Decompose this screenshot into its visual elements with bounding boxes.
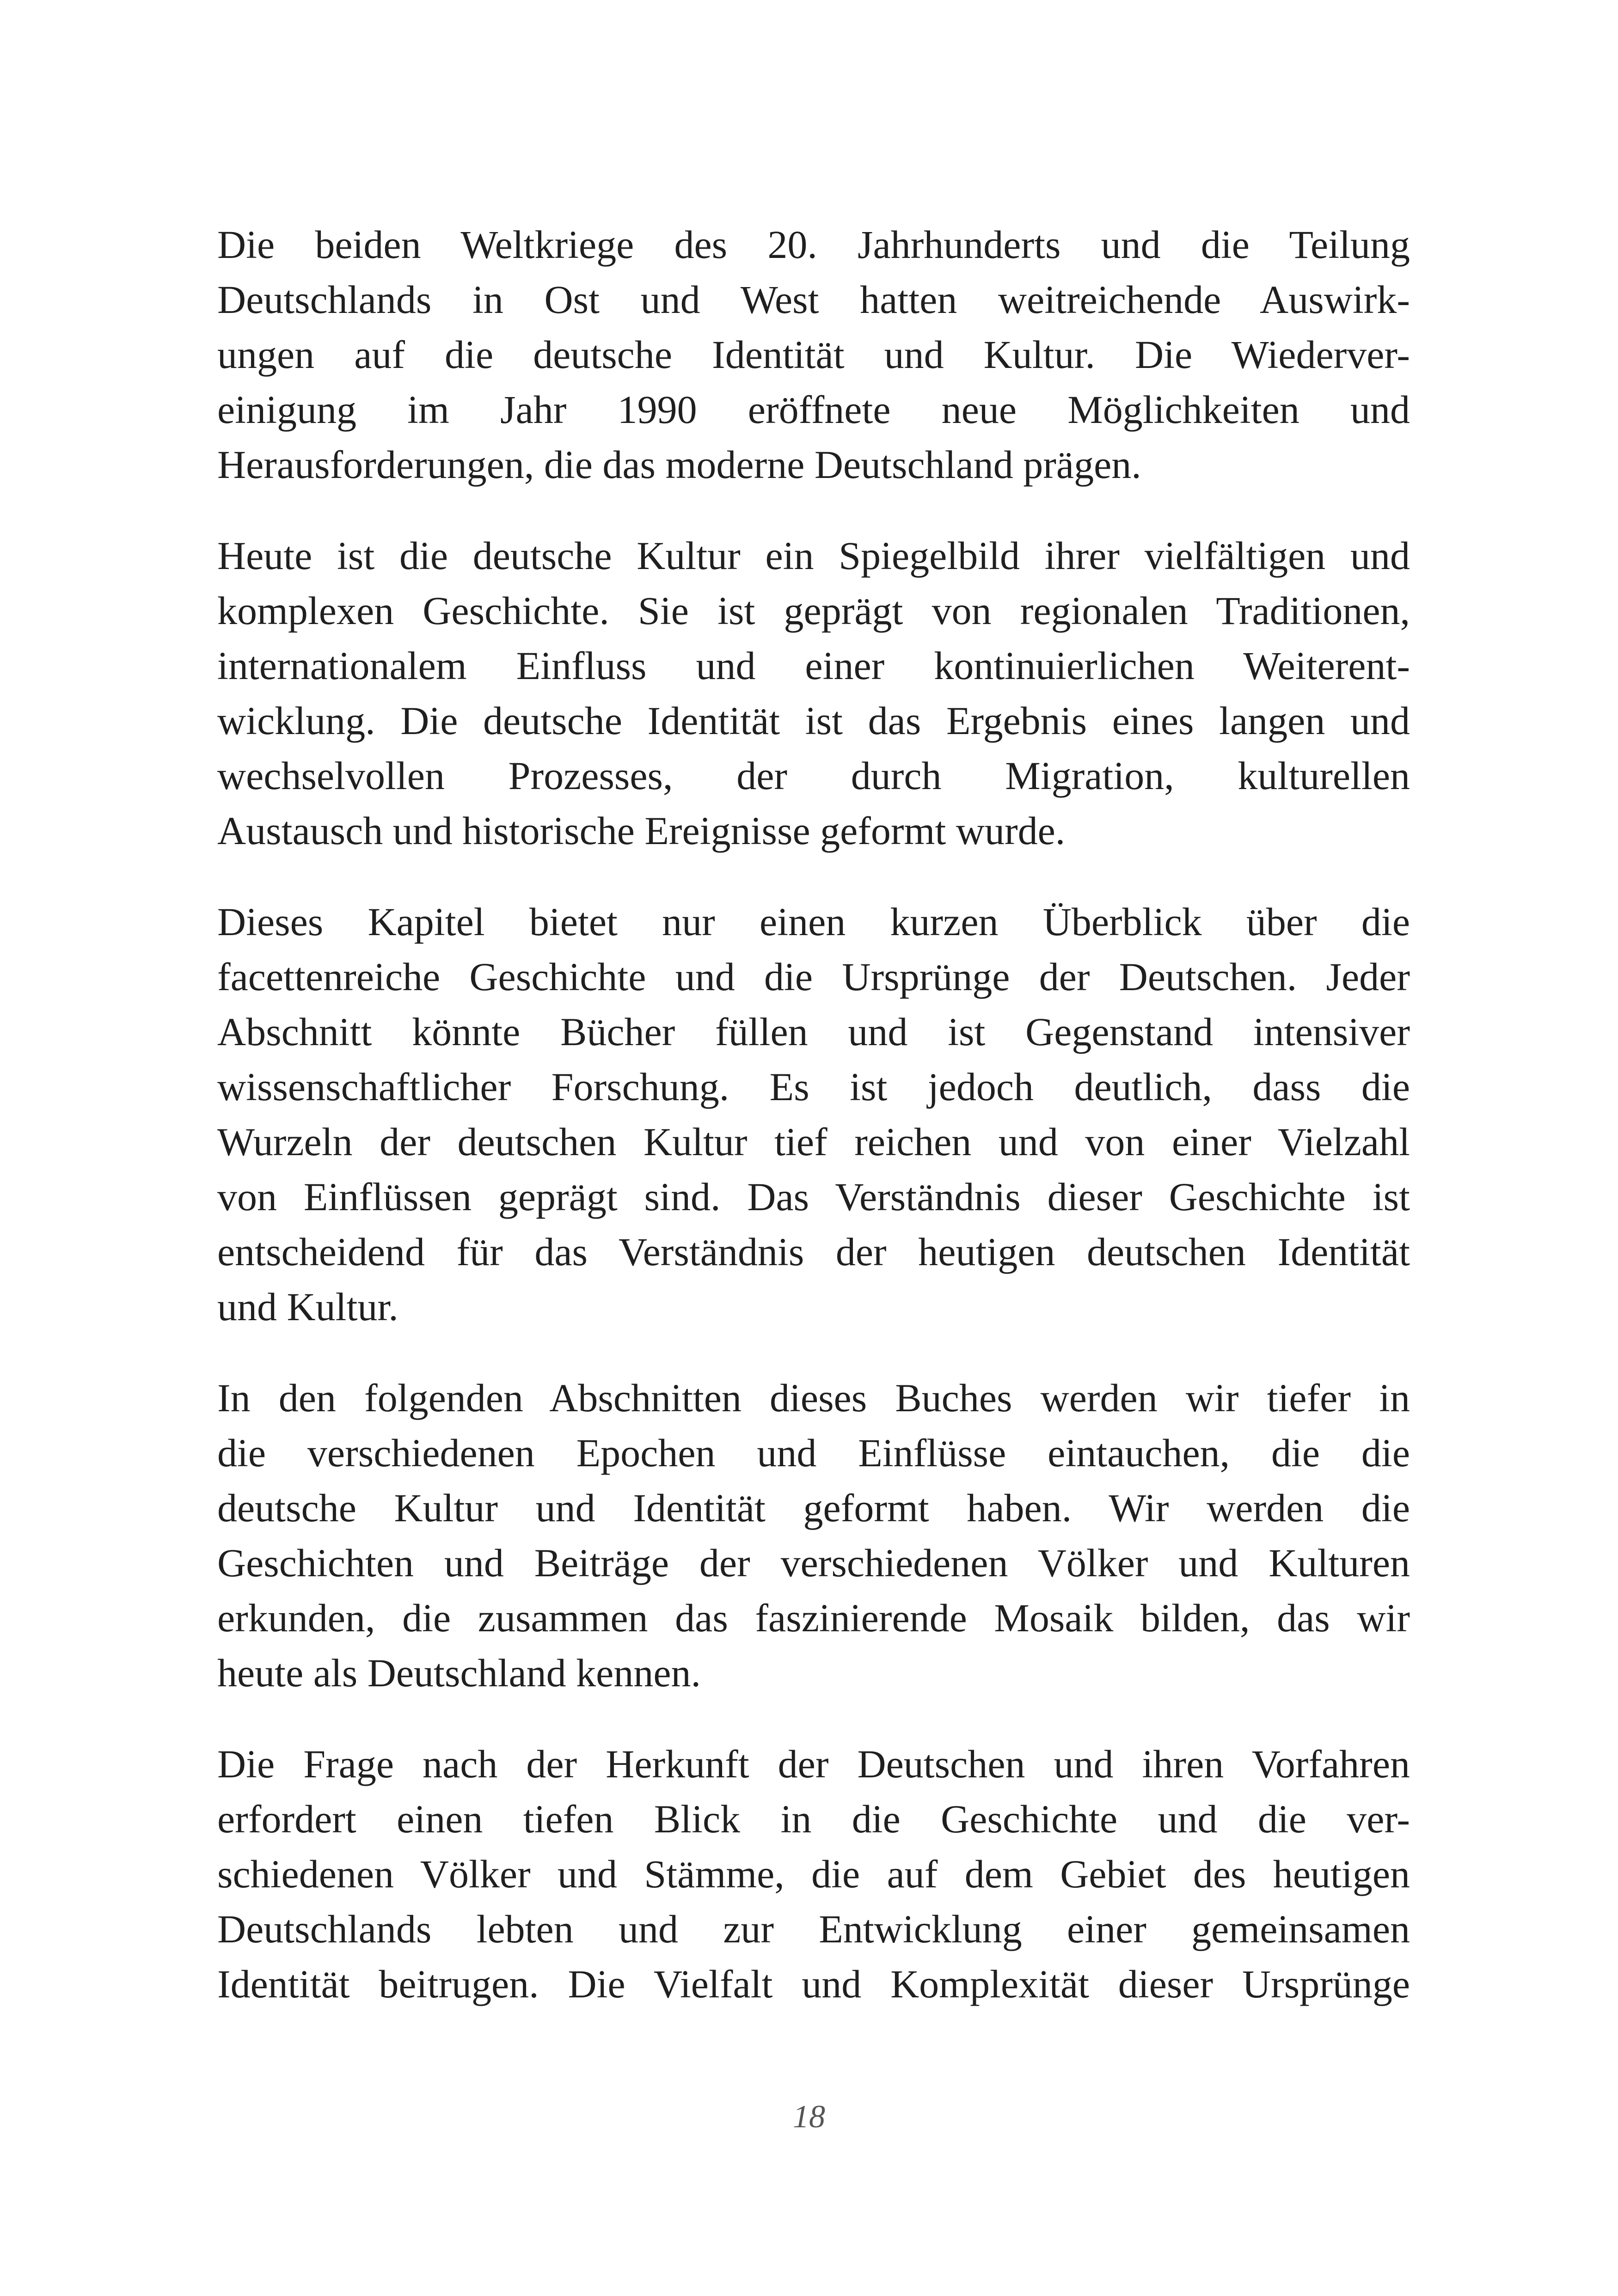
text-line: Deutschlands in Ost und West hatten weitreichende Auswirk- — [217, 277, 1410, 322]
text-line: deutsche Kultur und Identität geformt haben. Wir werden die — [217, 1486, 1410, 1530]
text-line: Austausch und historische Ereignisse geformt wurde. — [217, 808, 1066, 853]
text-line: wicklung. Die deutsche Identität ist das Ergebnis eines langen und — [217, 698, 1410, 743]
paragraph — [217, 528, 1410, 858]
text-line: Deutschlands lebten und zur Entwicklung einer gemeinsamen — [217, 1907, 1410, 1951]
text-line: Heute ist die deutsche Kultur ein Spiegelbild ihrer vielfältigen und — [217, 533, 1410, 578]
text-line: die verschiedenen Epochen und Einflüsse eintauchen, die die — [217, 1431, 1410, 1475]
text-line: Geschichten und Beiträge der verschiedenen Völker und Kulturen — [217, 1541, 1410, 1585]
text-line: Die Frage nach der Herkunft der Deutschen und ihren Vorfahren — [217, 1742, 1410, 1786]
text-line: und Kultur. — [217, 1285, 398, 1329]
paragraph — [217, 1371, 1410, 1701]
text-line: erfordert einen tiefen Blick in die Geschichte und die ver- — [217, 1797, 1410, 1841]
text-line: erkunden, die zusammen das faszinierende Mosaik bilden, das wir — [217, 1596, 1410, 1640]
paragraph — [217, 894, 1410, 1335]
text-line: von Einflüssen geprägt sind. Das Verständnis dieser Geschichte ist — [217, 1175, 1410, 1219]
text-line: komplexen Geschichte. Sie ist geprägt von regionalen Traditionen, — [217, 588, 1410, 633]
page-number: 18 — [793, 2099, 825, 2135]
text-line: facettenreiche Geschichte und die Ursprünge der Deutschen. Jeder — [217, 955, 1410, 999]
text-line: Identität beitrugen. Die Vielfalt und Komplexität dieser Ursprünge — [217, 1962, 1410, 2006]
body-text — [217, 217, 1410, 2048]
text-line: In den folgenden Abschnitten dieses Buches werden wir tiefer in — [217, 1376, 1410, 1420]
text-line: einigung im Jahr 1990 eröffnete neue Möglichkeiten und — [217, 387, 1410, 432]
text-line: wechselvollen Prozesses, der durch Migration, kulturellen — [217, 753, 1410, 798]
text-line: Wurzeln der deutschen Kultur tief reichen und von einer Vielzahl — [217, 1120, 1410, 1164]
text-line: internationalem Einfluss und einer kontinuierlichen Weiterent- — [217, 643, 1410, 688]
text-line: Abschnitt könnte Bücher füllen und ist Gegenstand intensiver — [217, 1010, 1410, 1054]
text-line: Die beiden Weltkriege des 20. Jahrhunderts und die Teilung — [217, 222, 1410, 267]
paragraph — [217, 1737, 1410, 2012]
text-line: schiedenen Völker und Stämme, die auf dem Gebiet des heutigen — [217, 1852, 1410, 1896]
text-line: heute als Deutschland kennen. — [217, 1651, 701, 1695]
text-line: ungen auf die deutsche Identität und Kultur. Die Wiederver- — [217, 332, 1410, 377]
text-line: entscheidend für das Verständnis der heutigen deutschen Identität — [217, 1230, 1410, 1274]
text-line: Herausforderungen, die das moderne Deutschland prägen. — [217, 442, 1141, 487]
paragraph — [217, 217, 1410, 492]
text-line: Dieses Kapitel bietet nur einen kurzen Überblick über die — [217, 900, 1410, 944]
text-line: wissenschaftlicher Forschung. Es ist jedoch deutlich, dass die — [217, 1065, 1410, 1109]
